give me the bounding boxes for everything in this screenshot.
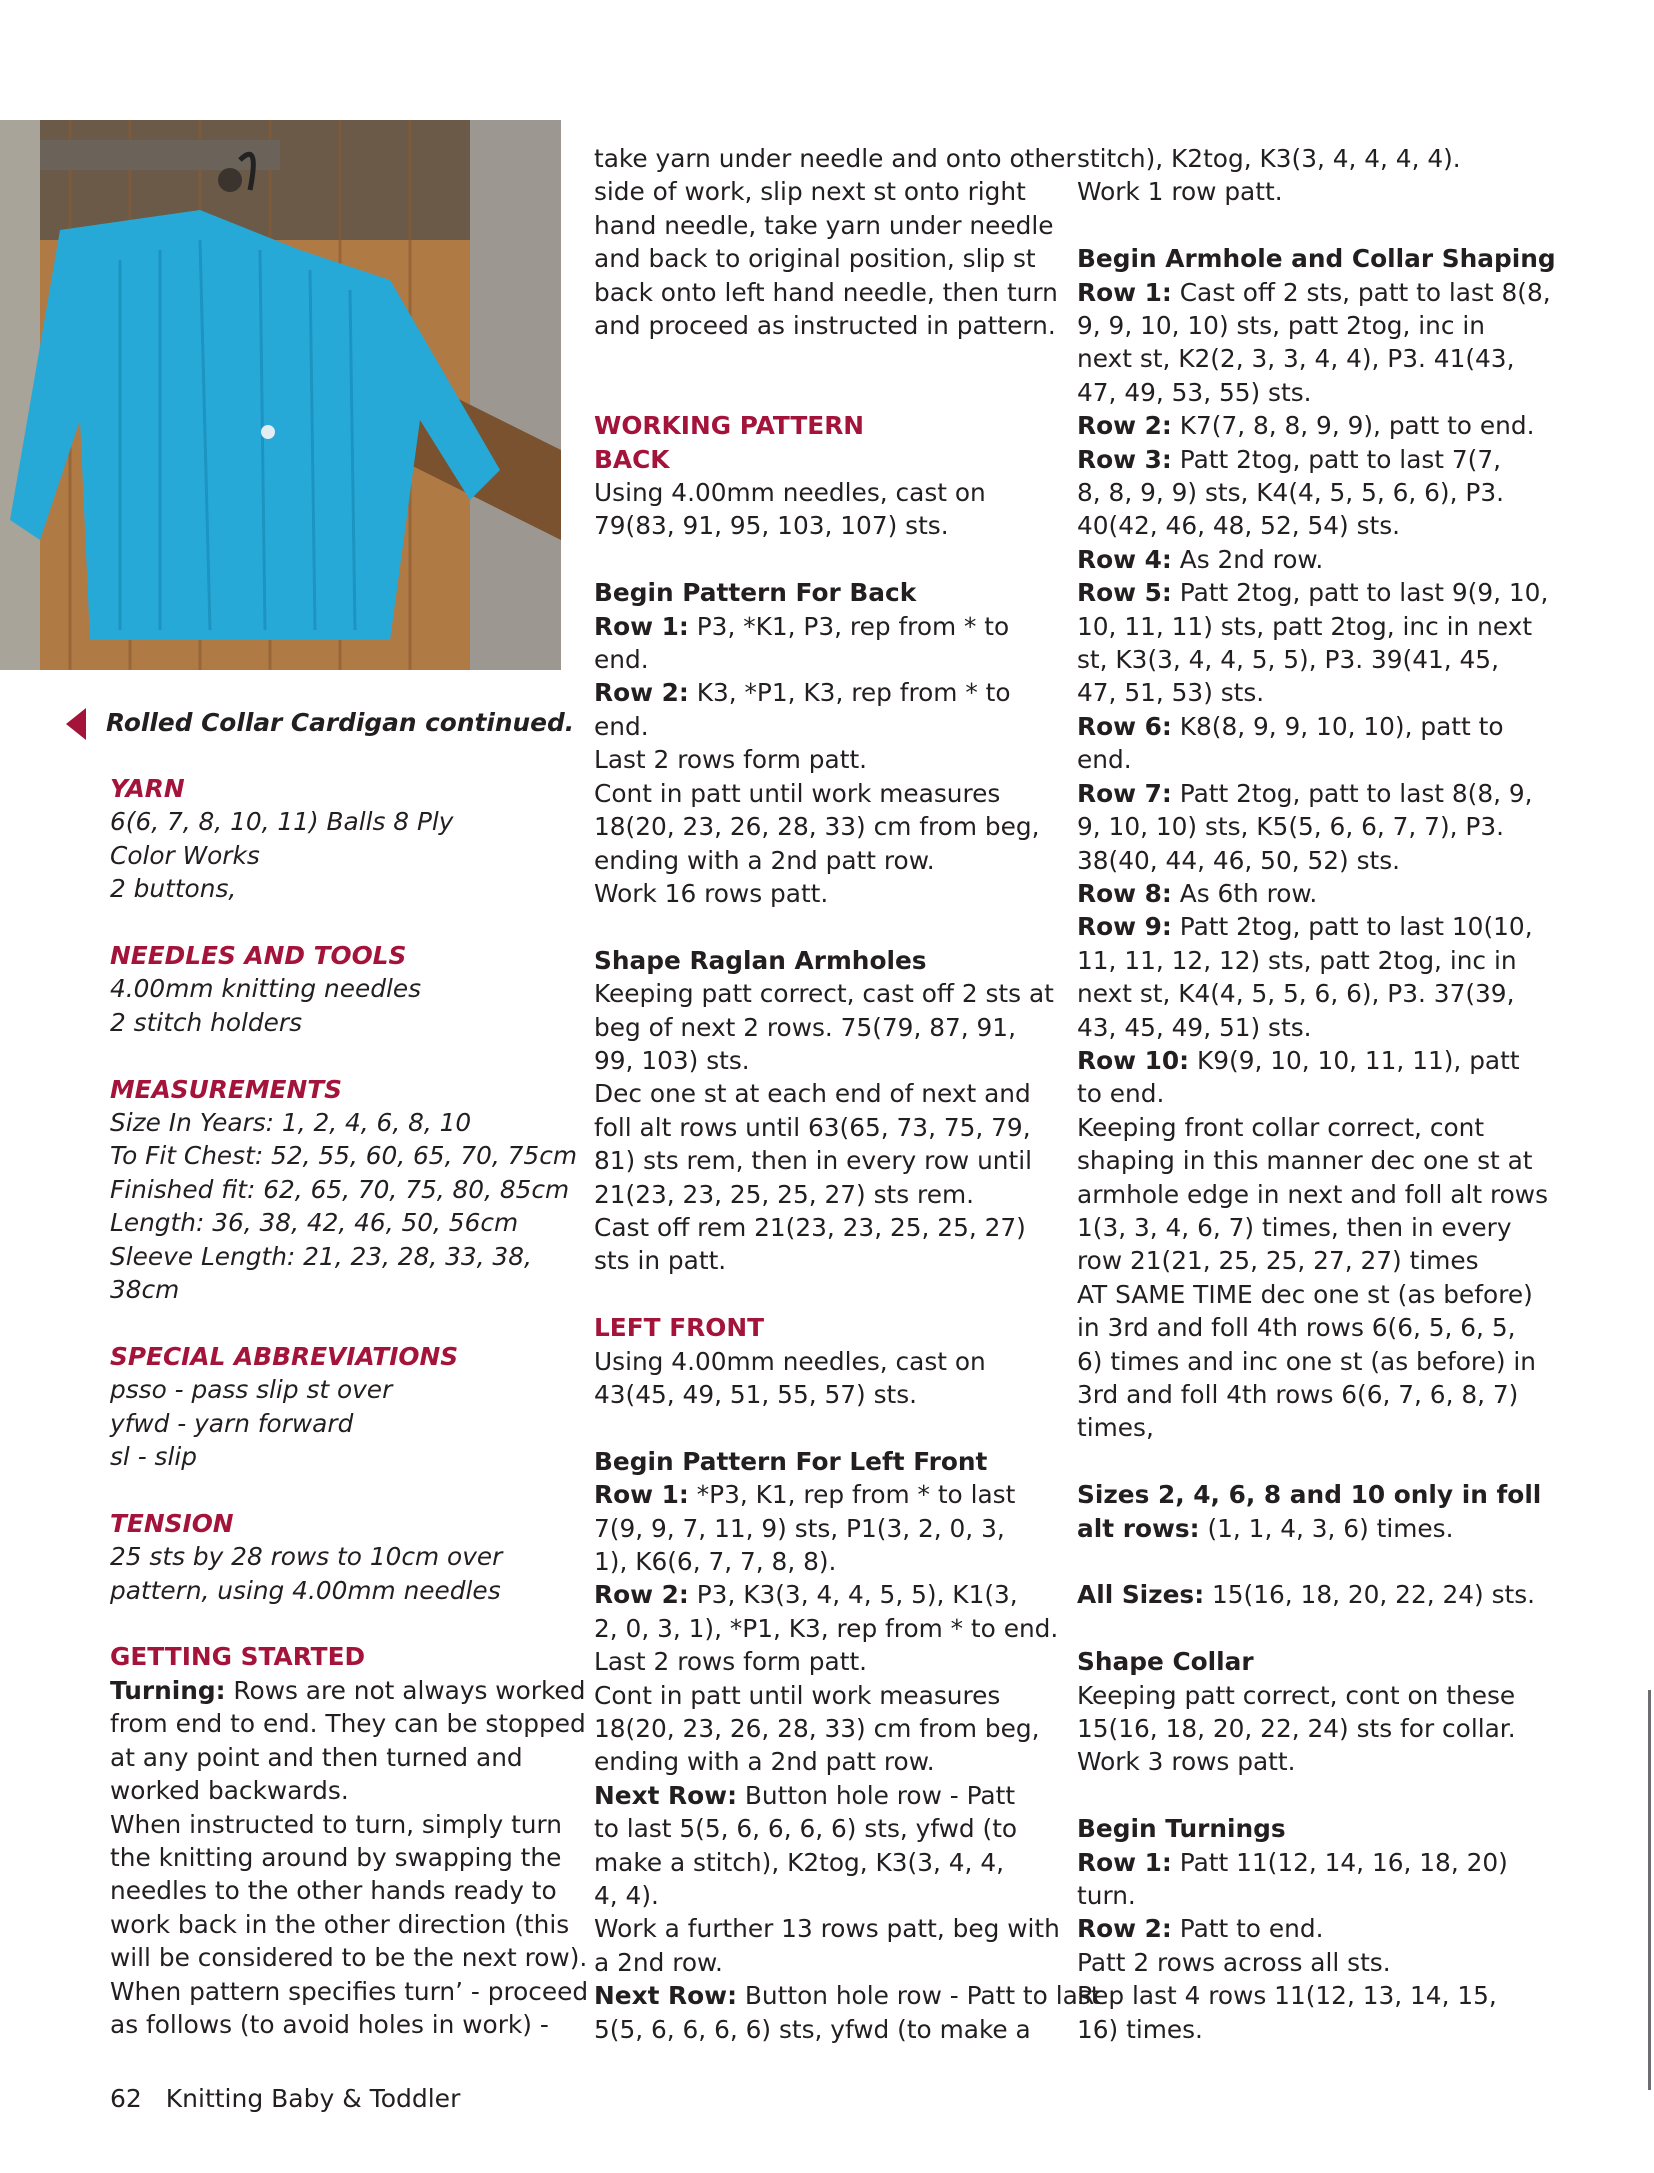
text-line: ending with a 2nd patt row. — [594, 845, 935, 875]
row-text: Patt 2tog, patt to last 7(7, — [1171, 444, 1502, 474]
text-line: 11, 11, 12, 12) sts, patt 2tog, inc in — [1077, 945, 1517, 975]
text-line: end. — [594, 711, 649, 741]
getting-started-text — [110, 1674, 588, 1707]
row-instruction — [1077, 543, 1556, 576]
begin-pattern-left-front-heading: Begin Pattern For Left Front — [594, 1446, 988, 1476]
row-instruction — [1077, 877, 1556, 910]
text-line: 38(40, 44, 46, 50, 52) sts. — [1077, 845, 1401, 875]
cardigan-photo-illustration — [0, 120, 561, 670]
text-line: 40(42, 46, 48, 52, 54) sts. — [1077, 511, 1401, 541]
yarn-text: 6(6, 7, 8, 10, 11) Balls 8 Ply — [110, 807, 454, 837]
text-line: Rep last 4 rows 11(12, 13, 14, 15, — [1077, 1981, 1497, 2011]
row-instruction — [1077, 910, 1556, 943]
text-line: Using 4.00mm needles, cast on — [594, 478, 986, 508]
text-line: 16) times. — [1077, 2014, 1203, 2044]
text-line: 1(3, 3, 4, 6, 7) times, then in every — [1077, 1212, 1512, 1242]
text-line: AT SAME TIME dec one st (as before) — [1077, 1279, 1533, 1309]
text-line: 2, 0, 3, 1), *P1, K3, rep from * to end. — [594, 1613, 1059, 1643]
getting-started-text: as follows (to avoid holes in work) - — [110, 2009, 549, 2039]
yarn-text: Color Works — [110, 840, 260, 870]
text-line: 21(23, 23, 25, 25, 27) sts rem. — [594, 1179, 974, 1209]
text-line: 43, 45, 49, 51) sts. — [1077, 1012, 1312, 1042]
getting-started-text: worked backwards. — [110, 1776, 349, 1806]
text-line: 5(5, 6, 6, 6, 6) sts, yfwd (to make a — [594, 2014, 1031, 2044]
text-line: Cont in patt until work measures — [594, 778, 1001, 808]
text-line: 7(9, 9, 7, 11, 9) sts, P1(3, 2, 0, 3, — [594, 1513, 1005, 1543]
text-line: take yarn under needle and onto other — [594, 144, 1076, 173]
page-number: 62 — [110, 2084, 142, 2113]
text-line: 10, 11, 11) sts, patt 2tog, inc in next — [1077, 611, 1533, 641]
getting-started-text: Rows are not always worked — [225, 1675, 586, 1705]
text-line: ending with a 2nd patt row. — [594, 1747, 935, 1777]
back-heading: BACK — [594, 444, 670, 474]
row-instruction — [1077, 409, 1556, 442]
row-instruction — [1077, 576, 1556, 609]
row-label: Row 1: — [594, 611, 689, 641]
text-line: Patt 2 rows across all sts. — [1077, 1947, 1391, 1977]
row-label: Row 3: — [1077, 444, 1172, 474]
row-instruction — [1077, 1512, 1556, 1545]
measurements-text: To Fit Chest: 52, 55, 60, 65, 70, 75cm — [110, 1141, 577, 1171]
shape-collar-heading: Shape Collar — [1077, 1647, 1254, 1677]
text-line: shaping in this manner dec one st at — [1077, 1146, 1533, 1176]
tension-text: pattern, using 4.00mm needles — [110, 1575, 501, 1605]
text-line: make a stitch), K2tog, K3(3, 4, 4, — [594, 1847, 1004, 1877]
text-line: 81) sts rem, then in every row until — [594, 1146, 1033, 1176]
abbreviations-heading: SPECIAL ABBREVIATIONS — [110, 1341, 459, 1371]
back-and-left-front-column — [594, 142, 1100, 2046]
measurements-text: 38cm — [110, 1275, 180, 1305]
text-line: end. — [1077, 745, 1132, 775]
tension-heading: TENSION — [110, 1508, 234, 1538]
text-line: 9, 9, 10, 10) sts, patt 2tog, inc in — [1077, 311, 1485, 341]
row-instruction — [594, 610, 1100, 643]
begin-pattern-back-heading: Begin Pattern For Back — [594, 578, 917, 608]
needles-text: 2 stitch holders — [110, 1007, 303, 1037]
row-label: Row 4: — [1077, 544, 1172, 574]
text-line: to end. — [1077, 1079, 1165, 1109]
row-text: K7(7, 8, 8, 9, 9), patt to end. — [1171, 411, 1535, 441]
text-line: 47, 49, 53, 55) sts. — [1077, 377, 1312, 407]
text-line: next st, K2(2, 3, 3, 4, 4), P3. 41(43, — [1077, 344, 1515, 374]
yarn-heading: YARN — [110, 774, 185, 803]
armhole-collar-column — [1077, 142, 1556, 2046]
row-instruction — [594, 1578, 1100, 1611]
measurements-text: Sleeve Length: 21, 23, 28, 33, 38, — [110, 1241, 532, 1271]
getting-started-text: When pattern specifies turn’ - proceed — [110, 1976, 589, 2006]
text-line: Work 3 rows patt. — [1077, 1747, 1296, 1777]
measurements-text: Length: 36, 38, 42, 46, 50, 56cm — [110, 1208, 519, 1238]
text-line: times, — [1077, 1413, 1154, 1443]
text-line: 15(16, 18, 20, 22, 24) sts for collar. — [1077, 1714, 1516, 1744]
getting-started-text: When instructed to turn, simply turn — [110, 1809, 562, 1839]
continued-heading: Rolled Collar Cardigan continued. — [106, 708, 575, 737]
abbreviations-text: sl - slip — [110, 1442, 197, 1472]
text-line: and back to original position, slip st — [594, 244, 1036, 274]
left-front-heading: LEFT FRONT — [594, 1313, 765, 1343]
text-line: 79(83, 91, 95, 103, 107) sts. — [594, 511, 949, 541]
getting-started-heading: GETTING STARTED — [110, 1642, 366, 1672]
row-text: (1, 1, 4, 3, 6) times. — [1199, 1513, 1454, 1543]
getting-started-text: will be considered to be the next row). — [110, 1943, 588, 1973]
row-label: Row 1: — [1077, 277, 1172, 307]
row-label: Row 2: — [594, 1580, 689, 1610]
text-line: and proceed as instructed in pattern. — [594, 311, 1056, 341]
row-text: Button hole row - Patt to last — [737, 1981, 1101, 2011]
row-label: Row 2: — [1077, 411, 1172, 441]
text-line: Last 2 rows form patt. — [594, 745, 868, 775]
row-text: K9(9, 10, 10, 11, 11), patt — [1189, 1045, 1520, 1075]
row-instruction — [594, 676, 1100, 709]
row-label: Row 1: — [1077, 1847, 1172, 1877]
row-instruction — [1077, 1846, 1556, 1879]
row-instruction — [1077, 1578, 1556, 1611]
getting-started-text: from end to end. They can be stopped — [110, 1709, 586, 1739]
text-line: stitch), K2tog, K3(3, 4, 4, 4, 4). — [1077, 144, 1461, 173]
row-text: Patt to end. — [1171, 1914, 1324, 1944]
row-text: Patt 11(12, 14, 16, 18, 20) — [1171, 1847, 1508, 1877]
text-line: Keeping patt correct, cont on these — [1077, 1680, 1516, 1710]
tension-text: 25 sts by 28 rows to 10cm over — [110, 1542, 503, 1572]
text-line: Dec one st at each end of next and — [594, 1079, 1031, 1109]
row-text: K8(8, 9, 9, 10, 10), patt to — [1171, 711, 1504, 741]
text-line: foll alt rows until 63(65, 73, 75, 79, — [594, 1112, 1031, 1142]
row-instruction — [1077, 777, 1556, 810]
row-text: Patt 2tog, patt to last 8(8, 9, — [1171, 778, 1533, 808]
turning-label: Turning: — [110, 1675, 226, 1705]
text-line: beg of next 2 rows. 75(79, 87, 91, — [594, 1012, 1016, 1042]
text-line: to last 5(5, 6, 6, 6, 6) sts, yfwd (to — [594, 1814, 1018, 1844]
text-line: 43(45, 49, 51, 55, 57) sts. — [594, 1379, 918, 1409]
continued-arrow-icon — [66, 708, 86, 740]
row-text: P3, *K1, P3, rep from * to — [688, 611, 1010, 641]
text-line: armhole edge in next and foll alt rows — [1077, 1179, 1549, 1209]
row-text: P3, K3(3, 4, 4, 5, 5), K1(3, — [688, 1580, 1018, 1610]
measurements-text: Size In Years: 1, 2, 4, 6, 8, 10 — [110, 1108, 472, 1138]
text-line: 9, 10, 10) sts, K5(5, 6, 6, 7, 7), P3. — [1077, 812, 1504, 842]
needles-heading: NEEDLES AND TOOLS — [110, 941, 407, 971]
row-text: Patt 2tog, patt to last 10(10, — [1171, 912, 1533, 942]
text-line: 47, 51, 53) sts. — [1077, 678, 1265, 708]
text-line: Work a further 13 rows patt, beg with — [594, 1914, 1060, 1944]
getting-started-text: the knitting around by swapping the — [110, 1842, 562, 1872]
row-instruction — [1077, 1044, 1556, 1077]
page-footer — [110, 2082, 460, 2116]
text-line: sts in patt. — [594, 1246, 727, 1276]
getting-started-text: at any point and then turned and — [110, 1742, 523, 1772]
row-label: Next Row: — [594, 1981, 738, 2011]
book-title: Knitting Baby & Toddler — [165, 2084, 461, 2113]
text-line: end. — [594, 645, 649, 675]
row-label: Next Row: — [594, 1780, 738, 1810]
cardigan-photo — [0, 120, 561, 670]
text-line: st, K3(3, 4, 4, 5, 5), P3. 39(41, 45, — [1077, 645, 1499, 675]
text-line: in 3rd and foll 4th rows 6(6, 5, 6, 5, — [1077, 1313, 1516, 1343]
text-line: 8, 8, 9, 9) sts, K4(4, 5, 5, 6, 6), P3. — [1077, 478, 1504, 508]
needles-text: 4.00mm knitting needles — [110, 974, 422, 1004]
row-instruction — [594, 1979, 1100, 2012]
text-line: a 2nd row. — [594, 1947, 723, 1977]
row-label: Row 7: — [1077, 778, 1172, 808]
text-line: Work 1 row patt. — [1077, 177, 1283, 207]
row-text: Patt 2tog, patt to last 9(9, 10, — [1171, 578, 1549, 608]
abbreviations-text: yfwd - yarn forward — [110, 1408, 354, 1438]
text-line: 6) times and inc one st (as before) in — [1077, 1346, 1536, 1376]
row-label: Row 5: — [1077, 578, 1172, 608]
text-line: hand needle, take yarn under needle — [594, 210, 1054, 240]
row-instruction — [1077, 1912, 1556, 1945]
row-label: Row 10: — [1077, 1045, 1190, 1075]
row-label: Row 2: — [1077, 1914, 1172, 1944]
row-instruction — [594, 1478, 1100, 1511]
page-edge-divider — [1648, 1690, 1651, 2090]
working-pattern-heading: WORKING PATTERN — [594, 411, 865, 441]
text-line: Keeping patt correct, cast off 2 sts at — [594, 979, 1054, 1009]
text-line: Cont in patt until work measures — [594, 1680, 1001, 1710]
sizes-label: alt rows: — [1077, 1513, 1200, 1543]
text-line: Last 2 rows form patt. — [594, 1647, 868, 1677]
row-label: Row 2: — [594, 678, 689, 708]
row-text: Button hole row - Patt — [737, 1780, 1016, 1810]
measurements-heading: MEASUREMENTS — [110, 1074, 342, 1104]
getting-started-text: needles to the other hands ready to — [110, 1876, 557, 1906]
shape-raglan-heading: Shape Raglan Armholes — [594, 945, 927, 975]
abbreviations-text: psso - pass slip st over — [110, 1375, 393, 1405]
sizes-label: Sizes 2, 4, 6, 8 and 10 only in foll — [1077, 1480, 1542, 1510]
row-instruction — [594, 1779, 1100, 1812]
begin-turnings-heading: Begin Turnings — [1077, 1814, 1286, 1844]
row-label: Row 9: — [1077, 912, 1172, 942]
getting-started-text: work back in the other direction (this — [110, 1909, 570, 1939]
row-label: Row 6: — [1077, 711, 1172, 741]
text-line: 1), K6(6, 7, 7, 8, 8). — [594, 1546, 837, 1576]
text-line: Using 4.00mm needles, cast on — [594, 1346, 986, 1376]
text-line: Work 16 rows patt. — [594, 878, 829, 908]
row-text: 15(16, 18, 20, 22, 24) sts. — [1204, 1580, 1536, 1610]
row-instruction — [1077, 710, 1556, 743]
text-line: 3rd and foll 4th rows 6(6, 7, 6, 8, 7) — [1077, 1380, 1519, 1410]
all-sizes-label: All Sizes: — [1077, 1580, 1205, 1610]
text-line: side of work, slip next st onto right — [594, 177, 1026, 207]
row-instruction — [1077, 276, 1556, 309]
row-text: As 6th row. — [1171, 878, 1318, 908]
armhole-collar-heading: Begin Armhole and Collar Shaping — [1077, 244, 1556, 274]
text-line: Cast off rem 21(23, 23, 25, 25, 27) — [594, 1212, 1026, 1242]
row-text: Cast off 2 sts, patt to last 8(8, — [1171, 277, 1551, 307]
materials-column — [110, 772, 588, 2041]
row-label: Row 1: — [594, 1480, 689, 1510]
text-line: 18(20, 23, 26, 28, 33) cm from beg, — [594, 812, 1040, 842]
row-label: Row 8: — [1077, 878, 1172, 908]
row-text: *P3, K1, rep from * to last — [688, 1480, 1016, 1510]
row-text: As 2nd row. — [1171, 544, 1324, 574]
yarn-text: 2 buttons, — [110, 874, 237, 904]
text-line: 4, 4). — [594, 1881, 659, 1911]
text-line: back onto left hand needle, then turn — [594, 277, 1058, 307]
text-line: next st, K4(4, 5, 5, 6, 6), P3. 37(39, — [1077, 979, 1515, 1009]
text-line: turn. — [1077, 1881, 1136, 1911]
text-line: Keeping front collar correct, cont — [1077, 1112, 1485, 1142]
row-text: K3, *P1, K3, rep from * to — [688, 678, 1011, 708]
text-line: row 21(21, 25, 25, 27, 27) times — [1077, 1246, 1479, 1276]
row-instruction — [1077, 443, 1556, 476]
text-line: 18(20, 23, 26, 28, 33) cm from beg, — [594, 1714, 1040, 1744]
measurements-text: Finished fit: 62, 65, 70, 75, 80, 85cm — [110, 1174, 570, 1204]
text-line: 99, 103) sts. — [594, 1045, 750, 1075]
